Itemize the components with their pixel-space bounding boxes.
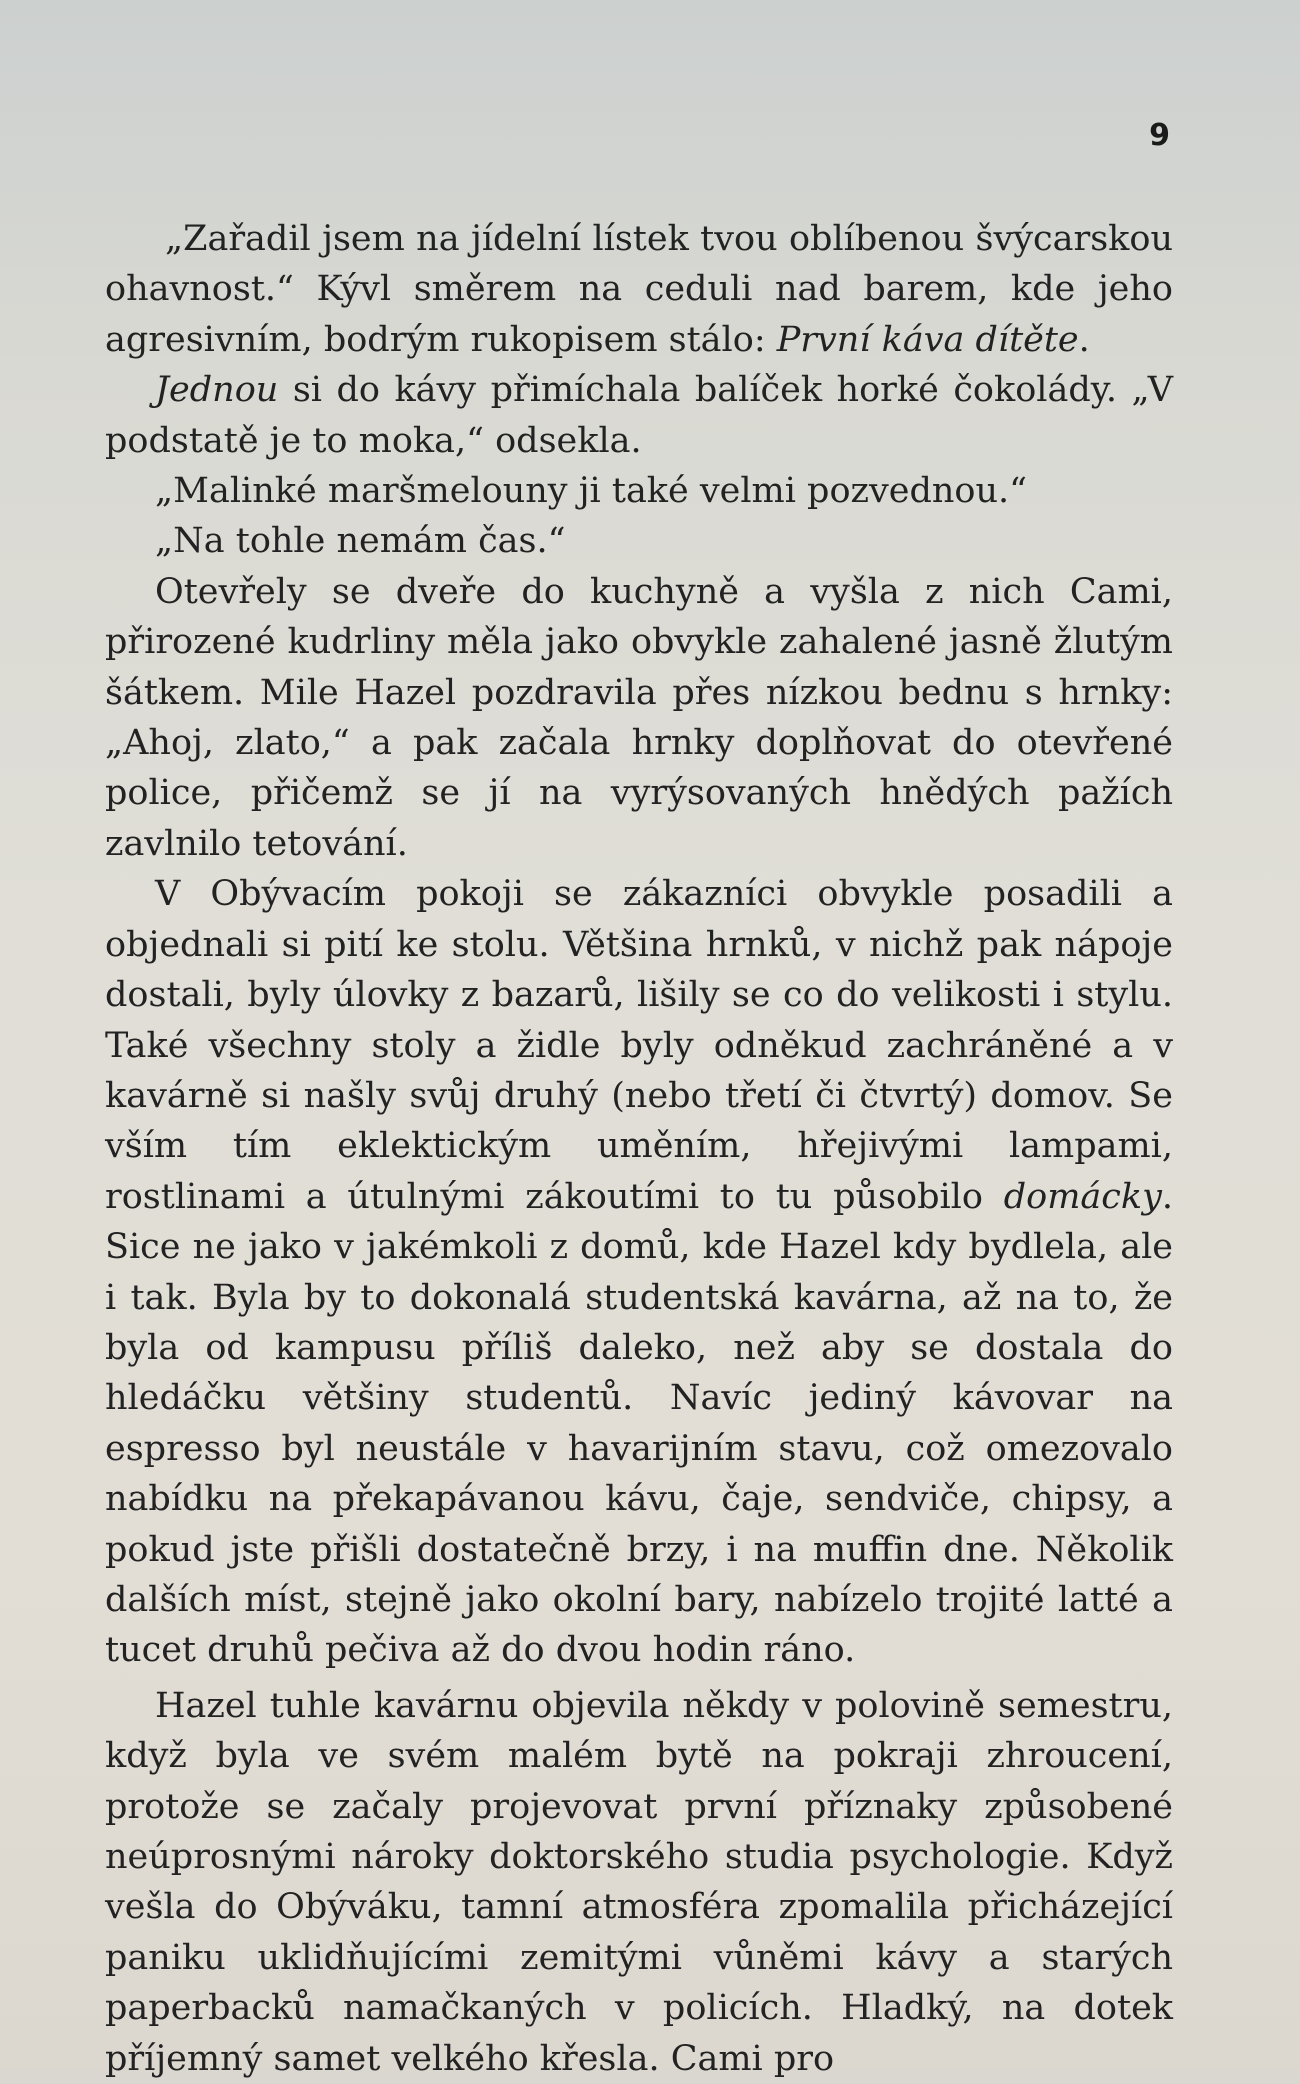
paragraph (105, 1681, 1173, 2084)
text-run: . (1078, 319, 1090, 360)
italic-run: První káva dítěte (776, 319, 1079, 360)
paragraph (105, 567, 1173, 869)
italic-run: Jednou (155, 370, 279, 411)
paragraph (105, 466, 1173, 516)
text-run: „Na tohle nemám čas.“ (155, 521, 566, 562)
paragraph (105, 516, 1173, 566)
text-run: si do kávy přimíchala balíček horké čokolády. „V podstatě je to moka,“ odsekla. (105, 370, 1173, 461)
text-run: „Malinké maršmelouny ji také velmi pozvednou.“ (155, 471, 1028, 512)
paragraph (105, 365, 1173, 466)
text-run: Hazel tuhle kavárnu objevila někdy v polovině semestru, když byla ve svém malém bytě na pokraji zhroucení, protože se začaly projevovat první příznaky způsobené neúprosnými nároky doktorského studia psychologie. Když vešla do Obýváku, tamní atmosféra zpomalila přicházející paniku uklidňujícími zemitými vůněmi kávy a starých paperbacků namačkaných v policích. Hladký, na dotek příjemný samet velkého křesla. Cami pro (105, 1685, 1173, 2079)
italic-run: domácky (1003, 1176, 1162, 1217)
paragraph (105, 214, 1173, 365)
paragraph (105, 869, 1173, 1676)
text-run: . Sice ne jako v jakémkoli z domů, kde Hazel kdy bydlela, ale i tak. Byla by to dokonalá studentská kavárna, až na to, že byla od kampusu příliš daleko, než aby se dostala do hledáčku většiny studentů. Navíc jediný kávovar na espresso byl neustále v havarijním stavu, což omezovalo nabídku na překapávanou kávu, čaje, sendviče, chipsy, a pokud jste přišli dostatečně brzy, i na muffin dne. Několik dalších míst, stejně jako okolní bary, nabízelo trojité latté a tucet druhů pečiva až do dvou hodin ráno. (105, 1176, 1173, 1671)
text-run: Otevřely se dveře do kuchyně a vyšla z nich Cami, přirozené kudrliny měla jako obvykle zahalené jasně žlutým šátkem. Mile Hazel pozdravila přes nízkou bednu s hrnky: „Ahoj, zlato,“ a pak začala hrnky doplňovat do otevřené police, přičemž se jí na vyrýsovaných hnědých pažích zavlnilo tetování. (105, 571, 1173, 864)
body-text (105, 214, 1173, 2084)
text-run: V Obývacím pokoji se zákazníci obvykle posadili a objednali si pití ke stolu. Většina hrnků, v nichž pak nápoje dostali, byly úlovky z bazarů, lišily se co do velikosti i stylu. Také všechny stoly a židle byly odněkud zachráněné a v kavárně si našly svůj druhý (nebo třetí či čtvrtý) domov. Se vším tím eklektickým uměním, hřejivými lampami, rostlinami a útulnými zákoutími to tu působilo (105, 874, 1173, 1217)
page-number: 9 (1149, 118, 1170, 153)
text-run: „Zařadil jsem na jídelní lístek tvou oblíbenou švýcarskou ohavnost.“ Kývl směrem na ceduli nad barem, kde jeho agresivním, bodrým rukopisem stálo: (105, 219, 1173, 360)
